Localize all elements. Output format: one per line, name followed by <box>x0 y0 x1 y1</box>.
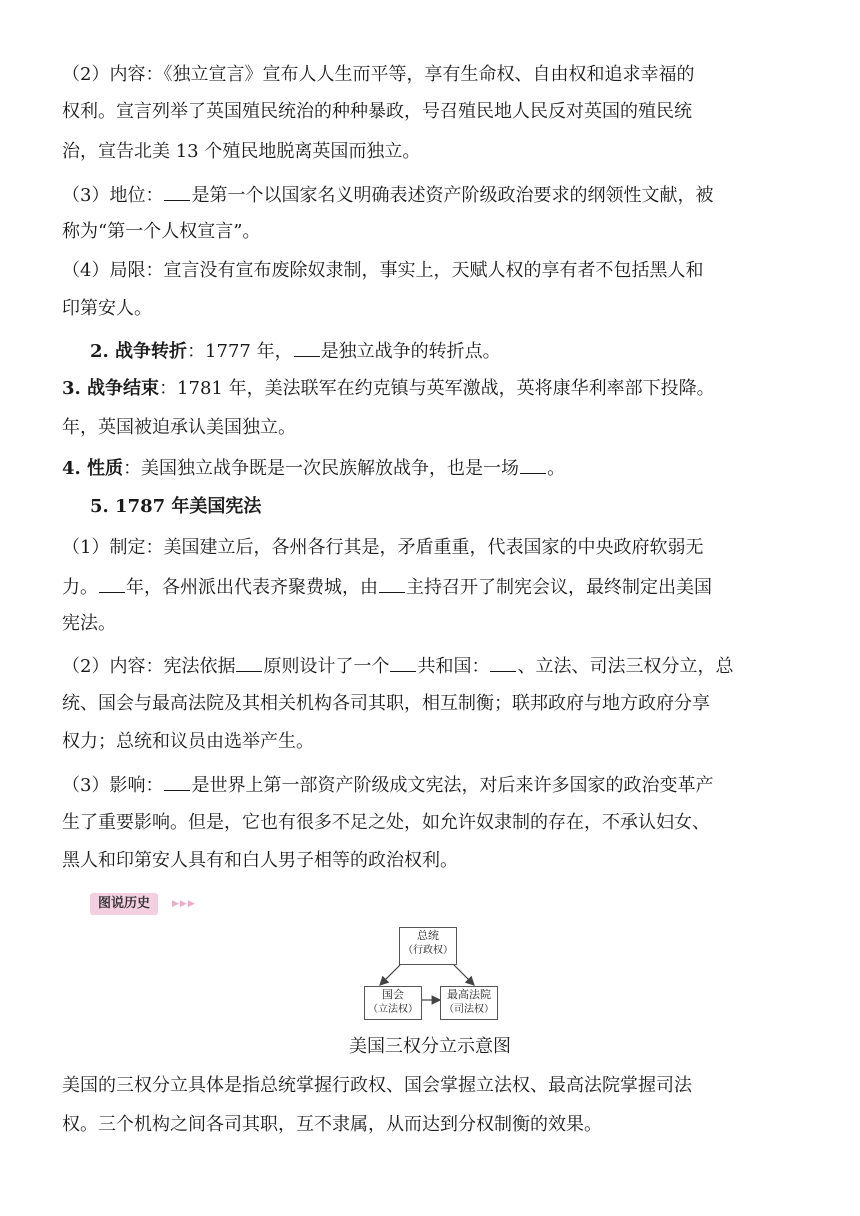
congress-label: 国会 <box>382 988 404 1001</box>
text-line: 称为“第一个人权宣言”。 <box>62 221 261 242</box>
text-line: 2. 战争转折：1777 年， 是独立战争的转折点。 <box>90 338 810 364</box>
fill-blank[interactable] <box>99 574 125 593</box>
arrow-line <box>380 965 400 985</box>
text-line: 美国的三权分立具体是指总统掌握行政权、国会掌握立法权、最高法院掌握司法 <box>62 1075 692 1096</box>
section-heading: 5. 1787 年美国宪法 <box>90 496 262 517</box>
text-line: （3）地位： 是第一个以国家名义明确表述资产阶级政治要求的纲领性文献，被 <box>62 182 810 208</box>
text-line: （2）内容：宪法依据 原则设计了一个 共和国： 、立法、司法三权分立，总 <box>62 653 810 679</box>
text-line: 宪法。 <box>62 613 116 634</box>
tag-arrows-icon: ▶▶▶ <box>172 899 196 909</box>
president-label: 总统 <box>417 929 439 942</box>
text-line: 4. 性质：美国独立战争既是一次民族解放战争，也是一场 。 <box>62 455 810 481</box>
text-line: 治，宣告北美 13 个殖民地脱离英国而独立。 <box>62 141 421 162</box>
text-line: 3. 战争结束：1781 年，美法联军在约克镇与英军激战，英将康华利率部下投降。 <box>62 378 715 399</box>
fill-blank[interactable] <box>520 455 546 474</box>
fill-blank[interactable] <box>236 653 262 672</box>
text-line: （2）内容：《独立宣言》宣布人人生而平等，享有生命权、自由权和追求幸福的 <box>62 64 695 85</box>
diagram-caption: 美国三权分立示意图 <box>349 1036 511 1057</box>
text-line: 生了重要影响。但是，它也有很多不足之处，如允许奴隶制的存在，不承认妇女、 <box>62 812 710 833</box>
text-line: （4）局限：宣言没有宣布废除奴隶制，事实上，天赋人权的享有者不包括黑人和 <box>62 260 704 281</box>
fill-blank[interactable] <box>390 653 416 672</box>
president-power-label: （行政权） <box>403 945 453 956</box>
fill-blank[interactable] <box>164 772 190 791</box>
text-line: 权。三个机构之间各司其职，互不隶属，从而达到分权制衡的效果。 <box>62 1114 602 1135</box>
text-line: 统、国会与最高法院及其相关机构各司其职，相互制衡；联邦政府与地方政府分享 <box>62 693 710 714</box>
court-label: 最高法院 <box>447 988 491 1001</box>
text-line: （1）制定：美国建立后，各州各行其是，矛盾重重，代表国家的中央政府软弱无 <box>62 537 704 558</box>
text-line: 年，英国被迫承认美国独立。 <box>62 417 296 438</box>
text-line: （3）影响： 是世界上第一部资产阶级成文宪法，对后来许多国家的政治变革产 <box>62 772 810 798</box>
fill-blank[interactable] <box>164 182 190 201</box>
text-line: 权力；总统和议员由选举产生。 <box>62 731 314 752</box>
fill-blank[interactable] <box>294 338 320 357</box>
arrow-line <box>454 965 474 985</box>
court-box <box>440 986 498 1020</box>
section-tag: 图说历史 <box>90 893 158 915</box>
fill-blank[interactable] <box>490 653 516 672</box>
text-line: 权利。宣言列举了英国殖民统治的种种暴政，号召殖民地人民反对英国的殖民统 <box>62 101 692 122</box>
text-line: 印第安人。 <box>62 298 152 319</box>
fill-blank[interactable] <box>379 574 405 593</box>
president-box <box>399 927 457 965</box>
text-line: 黑人和印第安人具有和白人男子相等的政治权利。 <box>62 850 458 871</box>
congress-box <box>364 986 422 1020</box>
congress-power-label: （立法权） <box>368 1004 418 1015</box>
text-line: 力。 年，各州派出代表齐聚费城，由 主持召开了制宪会议，最终制定出美国 <box>62 574 810 600</box>
court-power-label: （司法权） <box>444 1004 494 1015</box>
